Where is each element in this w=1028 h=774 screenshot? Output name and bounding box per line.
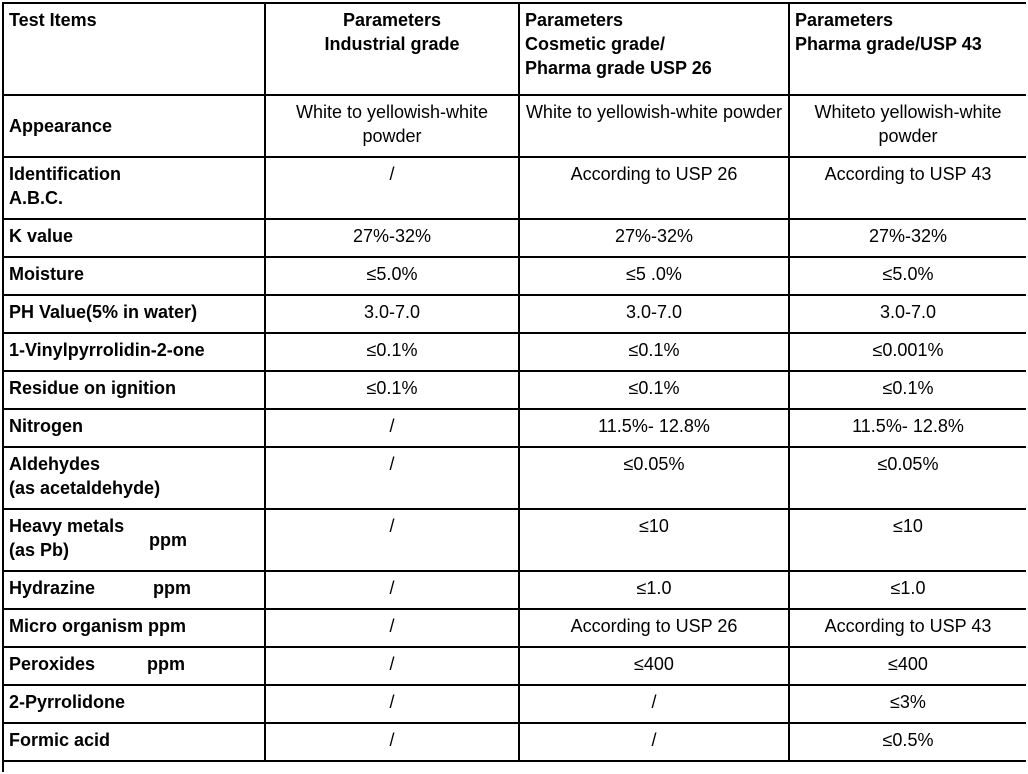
- unit-label: ppm: [149, 530, 188, 550]
- industrial-value: /: [265, 509, 519, 571]
- industrial-value: White to yellowish-white powder: [265, 95, 519, 157]
- test-item-label: PH Value(5% in water): [3, 295, 265, 333]
- cosmetic-value: According to USP 26: [519, 157, 789, 219]
- industrial-value: /: [265, 609, 519, 647]
- industrial-value: /: [265, 157, 519, 219]
- trailing-empty-cell: [3, 761, 1026, 772]
- test-item-label: K value: [3, 219, 265, 257]
- cosmetic-value: ≤1.0: [519, 571, 789, 609]
- pharma-value: ≤0.1%: [789, 371, 1026, 409]
- table-row: [3, 685, 1026, 723]
- cosmetic-value: ≤10: [519, 509, 789, 571]
- table-row: [3, 447, 1026, 509]
- test-item-label: 2-Pyrrolidone: [3, 685, 265, 723]
- pharma-value: ≤5.0%: [789, 257, 1026, 295]
- industrial-value: /: [265, 647, 519, 685]
- cosmetic-value: According to USP 26: [519, 609, 789, 647]
- test-item-label: Formic acid: [3, 723, 265, 761]
- cosmetic-value: /: [519, 723, 789, 761]
- cosmetic-value: ≤0.1%: [519, 371, 789, 409]
- pharma-value: ≤10: [789, 509, 1026, 571]
- test-item-label: Heavy metals (as Pb) ppm: [3, 509, 265, 571]
- table-row: [3, 219, 1026, 257]
- cosmetic-value: White to yellowish-white powder: [519, 95, 789, 157]
- table-row: [3, 295, 1026, 333]
- cosmetic-value: 3.0-7.0: [519, 295, 789, 333]
- test-item-label: Hydrazine ppm: [3, 571, 265, 609]
- cosmetic-value: ≤5 .0%: [519, 257, 789, 295]
- industrial-value: 3.0-7.0: [265, 295, 519, 333]
- pharma-value: Whiteto yellowish-white powder: [789, 95, 1026, 157]
- header-test-items: Test Items: [3, 3, 265, 95]
- industrial-value: /: [265, 723, 519, 761]
- pharma-value: ≤0.5%: [789, 723, 1026, 761]
- table-row: [3, 409, 1026, 447]
- industrial-value: /: [265, 571, 519, 609]
- industrial-value: ≤0.1%: [265, 371, 519, 409]
- unit-label: ppm: [153, 578, 192, 598]
- pharma-value: 11.5%- 12.8%: [789, 409, 1026, 447]
- spec-table-wrapper: [2, 2, 1026, 774]
- industrial-value: /: [265, 685, 519, 723]
- test-item-label: Aldehydes (as acetaldehyde): [3, 447, 265, 509]
- header-industrial-grade: Parameters Industrial grade: [265, 3, 519, 95]
- industrial-value: /: [265, 447, 519, 509]
- table-row: [3, 95, 1026, 157]
- table-row: [3, 157, 1026, 219]
- table-row: [3, 257, 1026, 295]
- pharma-value: ≤400: [789, 647, 1026, 685]
- table-row: [3, 571, 1026, 609]
- cosmetic-value: ≤0.05%: [519, 447, 789, 509]
- cosmetic-value: ≤400: [519, 647, 789, 685]
- table-row: [3, 723, 1026, 761]
- pharma-value: According to USP 43: [789, 609, 1026, 647]
- table-row-trailing: [3, 761, 1026, 772]
- pharma-value: According to USP 43: [789, 157, 1026, 219]
- test-item-label: Peroxides ppm: [3, 647, 265, 685]
- pharma-value: ≤3%: [789, 685, 1026, 723]
- header-cosmetic-grade: Parameters Cosmetic grade/ Pharma grade USP 26: [519, 3, 789, 95]
- table-row: [3, 609, 1026, 647]
- industrial-value: /: [265, 409, 519, 447]
- industrial-value: 27%-32%: [265, 219, 519, 257]
- header-pharma-grade: Parameters Pharma grade/USP 43: [789, 3, 1026, 95]
- header-row: [3, 3, 1026, 95]
- test-item-label: Micro organism ppm: [3, 609, 265, 647]
- test-item-label: Appearance: [3, 95, 265, 157]
- test-item-label: Nitrogen: [3, 409, 265, 447]
- table-row: [3, 333, 1026, 371]
- test-item-label: Moisture: [3, 257, 265, 295]
- table-row: [3, 647, 1026, 685]
- pharma-value: 3.0-7.0: [789, 295, 1026, 333]
- cosmetic-value: /: [519, 685, 789, 723]
- table-row: [3, 509, 1026, 571]
- test-item-label: Residue on ignition: [3, 371, 265, 409]
- cosmetic-value: 27%-32%: [519, 219, 789, 257]
- table-row: [3, 371, 1026, 409]
- industrial-value: ≤0.1%: [265, 333, 519, 371]
- cosmetic-value: 11.5%- 12.8%: [519, 409, 789, 447]
- industrial-value: ≤5.0%: [265, 257, 519, 295]
- cosmetic-value: ≤0.1%: [519, 333, 789, 371]
- pharma-value: ≤1.0: [789, 571, 1026, 609]
- unit-label: ppm: [147, 654, 186, 674]
- test-item-label: 1-Vinylpyrrolidin-2-one: [3, 333, 265, 371]
- pharma-value: ≤0.05%: [789, 447, 1026, 509]
- pharma-value: 27%-32%: [789, 219, 1026, 257]
- pharma-value: ≤0.001%: [789, 333, 1026, 371]
- test-item-label: Identification A.B.C.: [3, 157, 265, 219]
- specification-table: [2, 2, 1026, 772]
